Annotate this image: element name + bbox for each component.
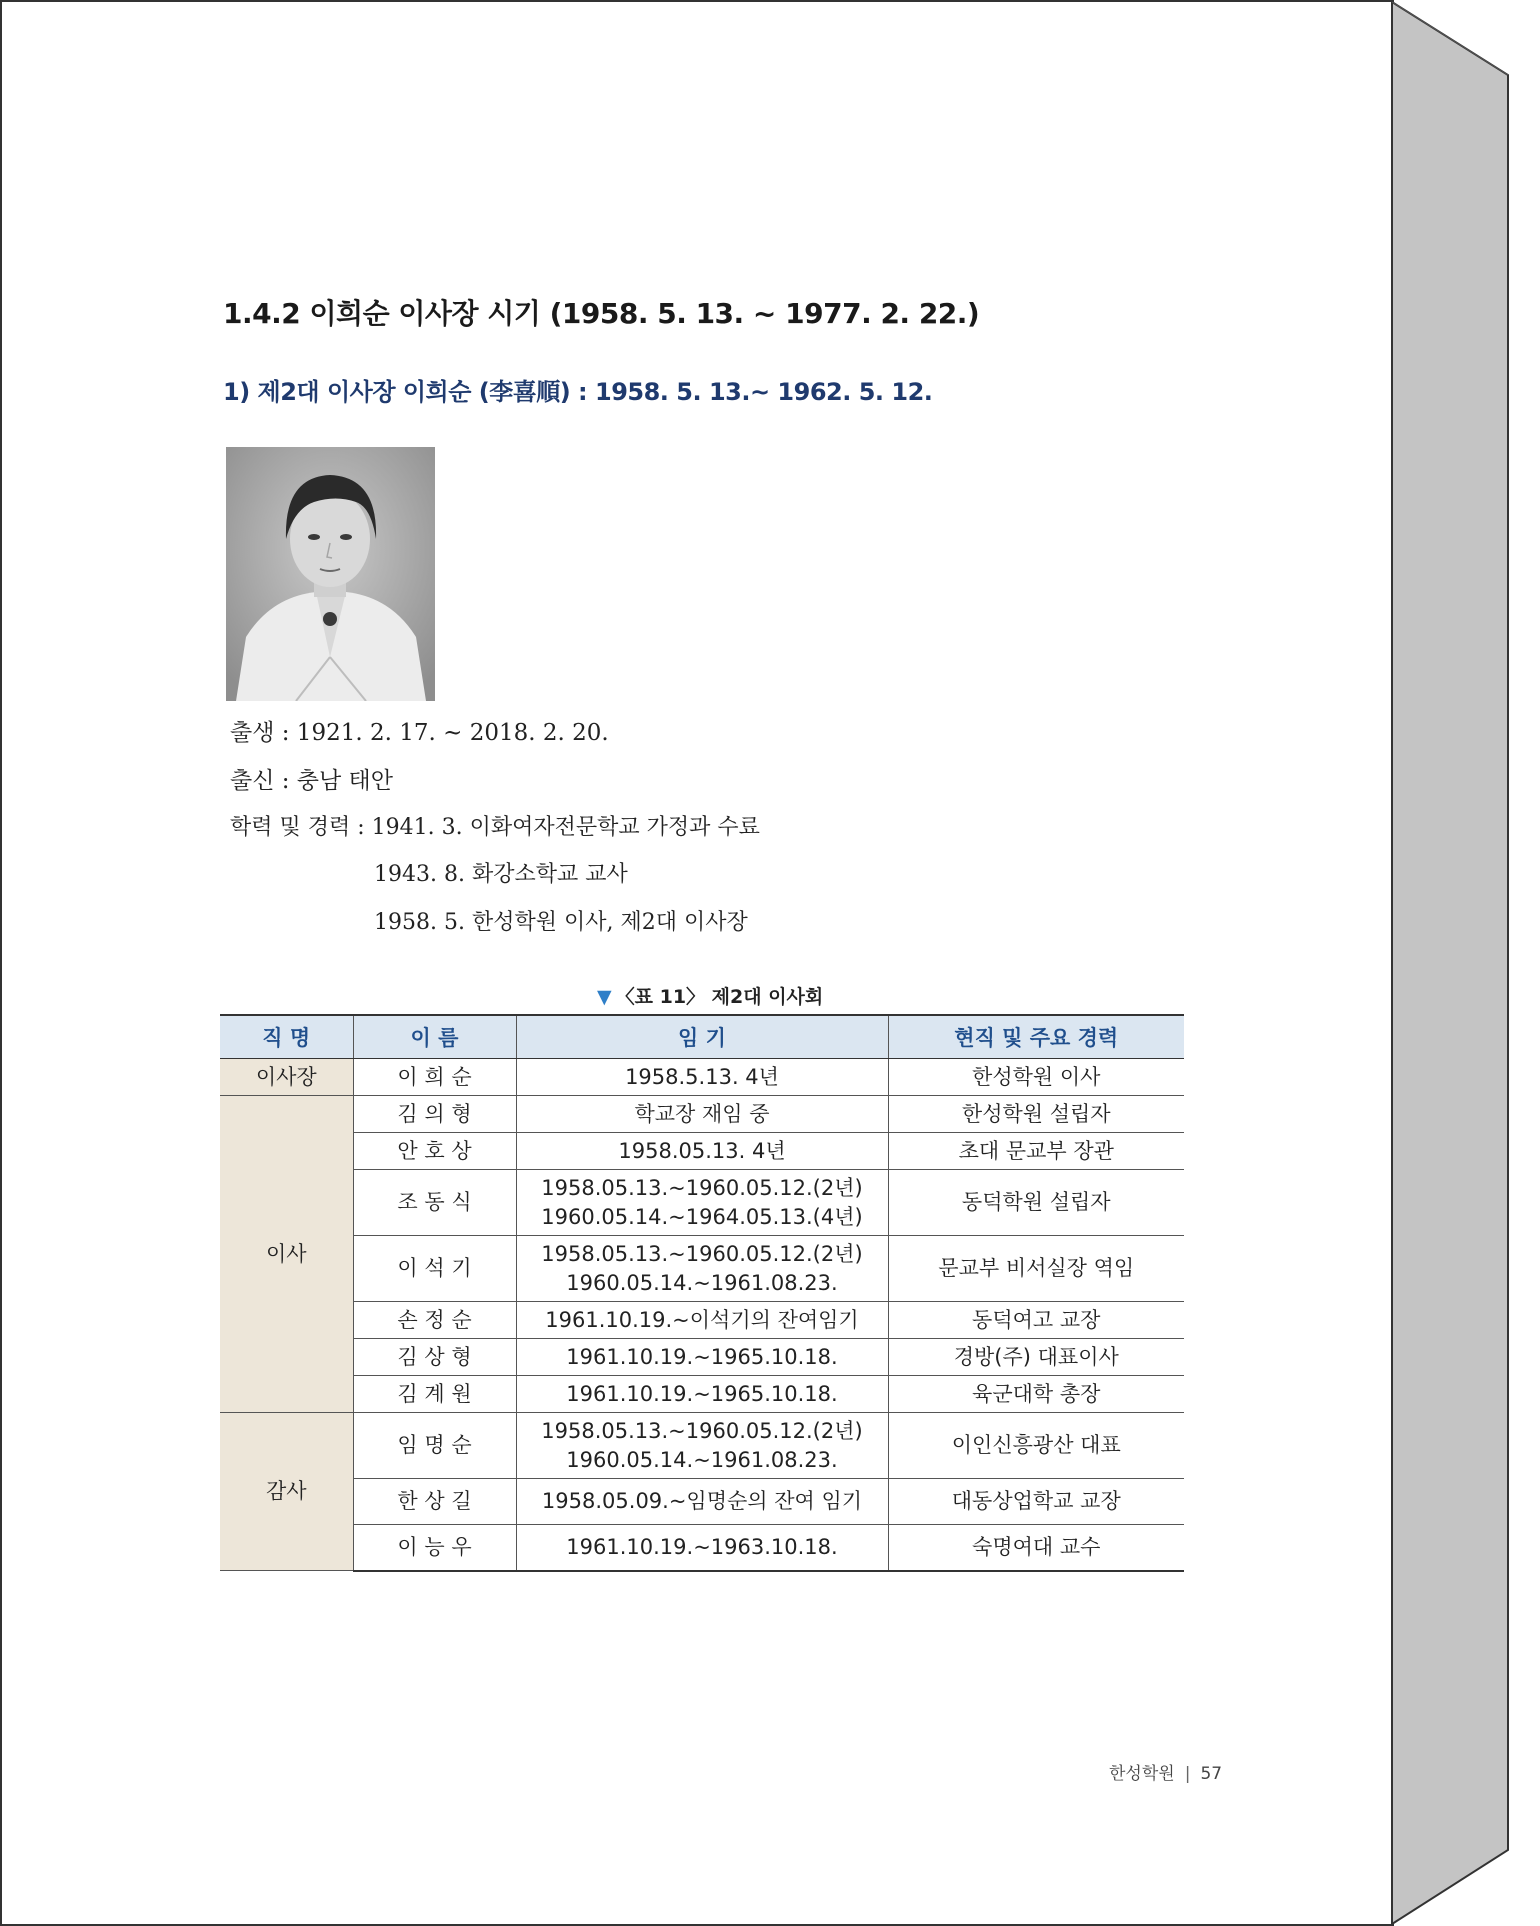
member-career: 한성학원 이사 bbox=[888, 1059, 1184, 1096]
table-row bbox=[220, 1525, 1184, 1571]
member-career: 초대 문교부 장관 bbox=[888, 1133, 1184, 1170]
member-term-line-1: 1958.05.13.~1960.05.12.(2년) bbox=[541, 1175, 863, 1200]
role-chairman: 이사장 bbox=[220, 1059, 353, 1096]
member-career: 육군대학 총장 bbox=[888, 1376, 1184, 1413]
header-position: 직 명 bbox=[220, 1015, 353, 1059]
member-name: 이 석 기 bbox=[353, 1236, 516, 1302]
bio-career-2: 1943. 8. 화강소학교 교사 bbox=[374, 862, 628, 887]
member-term: 1961.10.19.~이석기의 잔여임기 bbox=[516, 1302, 888, 1339]
table-caption bbox=[597, 982, 823, 1009]
member-name: 이 희 순 bbox=[353, 1059, 516, 1096]
table-caption-text: 〈표 11〉 제2대 이사회 bbox=[615, 986, 824, 1008]
member-term-line-1: 1958.05.13.~1960.05.12.(2년) bbox=[541, 1241, 863, 1266]
page-footer bbox=[1109, 1759, 1222, 1784]
triangle-down-icon: ▼ bbox=[597, 986, 612, 1008]
member-career: 문교부 비서실장 역임 bbox=[888, 1236, 1184, 1302]
member-term-line-2: 1960.05.14.~1961.08.23. bbox=[566, 1447, 838, 1472]
member-term bbox=[516, 1413, 888, 1479]
portrait-photo bbox=[226, 447, 435, 701]
member-name: 임 명 순 bbox=[353, 1413, 516, 1479]
board-members-table bbox=[220, 1014, 1184, 1572]
section-subheading: 1) 제2대 이사장 이희순 (李喜順) : 1958. 5. 13.~ 1962. 5. 12. bbox=[223, 378, 933, 406]
member-term: 1958.5.13. 4년 bbox=[516, 1059, 888, 1096]
table-row bbox=[220, 1302, 1184, 1339]
member-term: 1961.10.19.~1965.10.18. bbox=[516, 1339, 888, 1376]
member-name: 김 계 원 bbox=[353, 1376, 516, 1413]
bio-career-1: 학력 및 경력 : 1941. 3. 이화여자전문학교 가정과 수료 bbox=[230, 815, 760, 840]
table-row bbox=[220, 1479, 1184, 1525]
member-term: 1958.05.09.~임명순의 잔여 임기 bbox=[516, 1479, 888, 1525]
header-term: 임 기 bbox=[516, 1015, 888, 1059]
footer-publisher: 한성학원 bbox=[1109, 1764, 1175, 1784]
table-row bbox=[220, 1413, 1184, 1479]
member-name: 한 상 길 bbox=[353, 1479, 516, 1525]
table-row bbox=[220, 1059, 1184, 1096]
portrait-illustration bbox=[226, 447, 435, 701]
table-header-row bbox=[220, 1015, 1184, 1059]
member-career: 한성학원 설립자 bbox=[888, 1096, 1184, 1133]
page-number: 57 bbox=[1200, 1764, 1223, 1784]
member-term-line-2: 1960.05.14.~1961.08.23. bbox=[566, 1270, 838, 1295]
book-page-edge bbox=[1390, 0, 1540, 1926]
member-career: 경방(주) 대표이사 bbox=[888, 1339, 1184, 1376]
header-career: 현직 및 주요 경력 bbox=[888, 1015, 1184, 1059]
footer-separator: | bbox=[1184, 1764, 1191, 1784]
table-row bbox=[220, 1339, 1184, 1376]
role-auditor: 감사 bbox=[220, 1413, 353, 1571]
member-name: 손 정 순 bbox=[353, 1302, 516, 1339]
member-name: 김 의 형 bbox=[353, 1096, 516, 1133]
table-row bbox=[220, 1236, 1184, 1302]
bio-career-3: 1958. 5. 한성학원 이사, 제2대 이사장 bbox=[374, 910, 748, 935]
member-name: 김 상 형 bbox=[353, 1339, 516, 1376]
member-career: 숙명여대 교수 bbox=[888, 1525, 1184, 1571]
header-name: 이 름 bbox=[353, 1015, 516, 1059]
member-career: 동덕학원 설립자 bbox=[888, 1170, 1184, 1236]
table-row bbox=[220, 1376, 1184, 1413]
member-career: 동덕여고 교장 bbox=[888, 1302, 1184, 1339]
table-row bbox=[220, 1096, 1184, 1133]
member-name: 안 호 상 bbox=[353, 1133, 516, 1170]
member-term: 학교장 재임 중 bbox=[516, 1096, 888, 1133]
member-term: 1958.05.13. 4년 bbox=[516, 1133, 888, 1170]
member-term: 1961.10.19.~1963.10.18. bbox=[516, 1525, 888, 1571]
member-term bbox=[516, 1170, 888, 1236]
role-director: 이사 bbox=[220, 1096, 353, 1413]
member-name: 이 능 우 bbox=[353, 1525, 516, 1571]
bio-origin: 출신 : 충남 태안 bbox=[230, 768, 393, 794]
table-row bbox=[220, 1170, 1184, 1236]
member-term-line-2: 1960.05.14.~1964.05.13.(4년) bbox=[541, 1204, 863, 1229]
member-term-line-1: 1958.05.13.~1960.05.12.(2년) bbox=[541, 1418, 863, 1443]
section-heading: 1.4.2 이희순 이사장 시기 (1958. 5. 13. ~ 1977. 2. 22.) bbox=[223, 297, 980, 330]
member-name: 조 동 식 bbox=[353, 1170, 516, 1236]
member-career: 대동상업학교 교장 bbox=[888, 1479, 1184, 1525]
bio-birth: 출생 : 1921. 2. 17. ~ 2018. 2. 20. bbox=[230, 720, 609, 746]
table-row bbox=[220, 1133, 1184, 1170]
member-term: 1961.10.19.~1965.10.18. bbox=[516, 1376, 888, 1413]
member-career: 이인신흥광산 대표 bbox=[888, 1413, 1184, 1479]
member-term bbox=[516, 1236, 888, 1302]
